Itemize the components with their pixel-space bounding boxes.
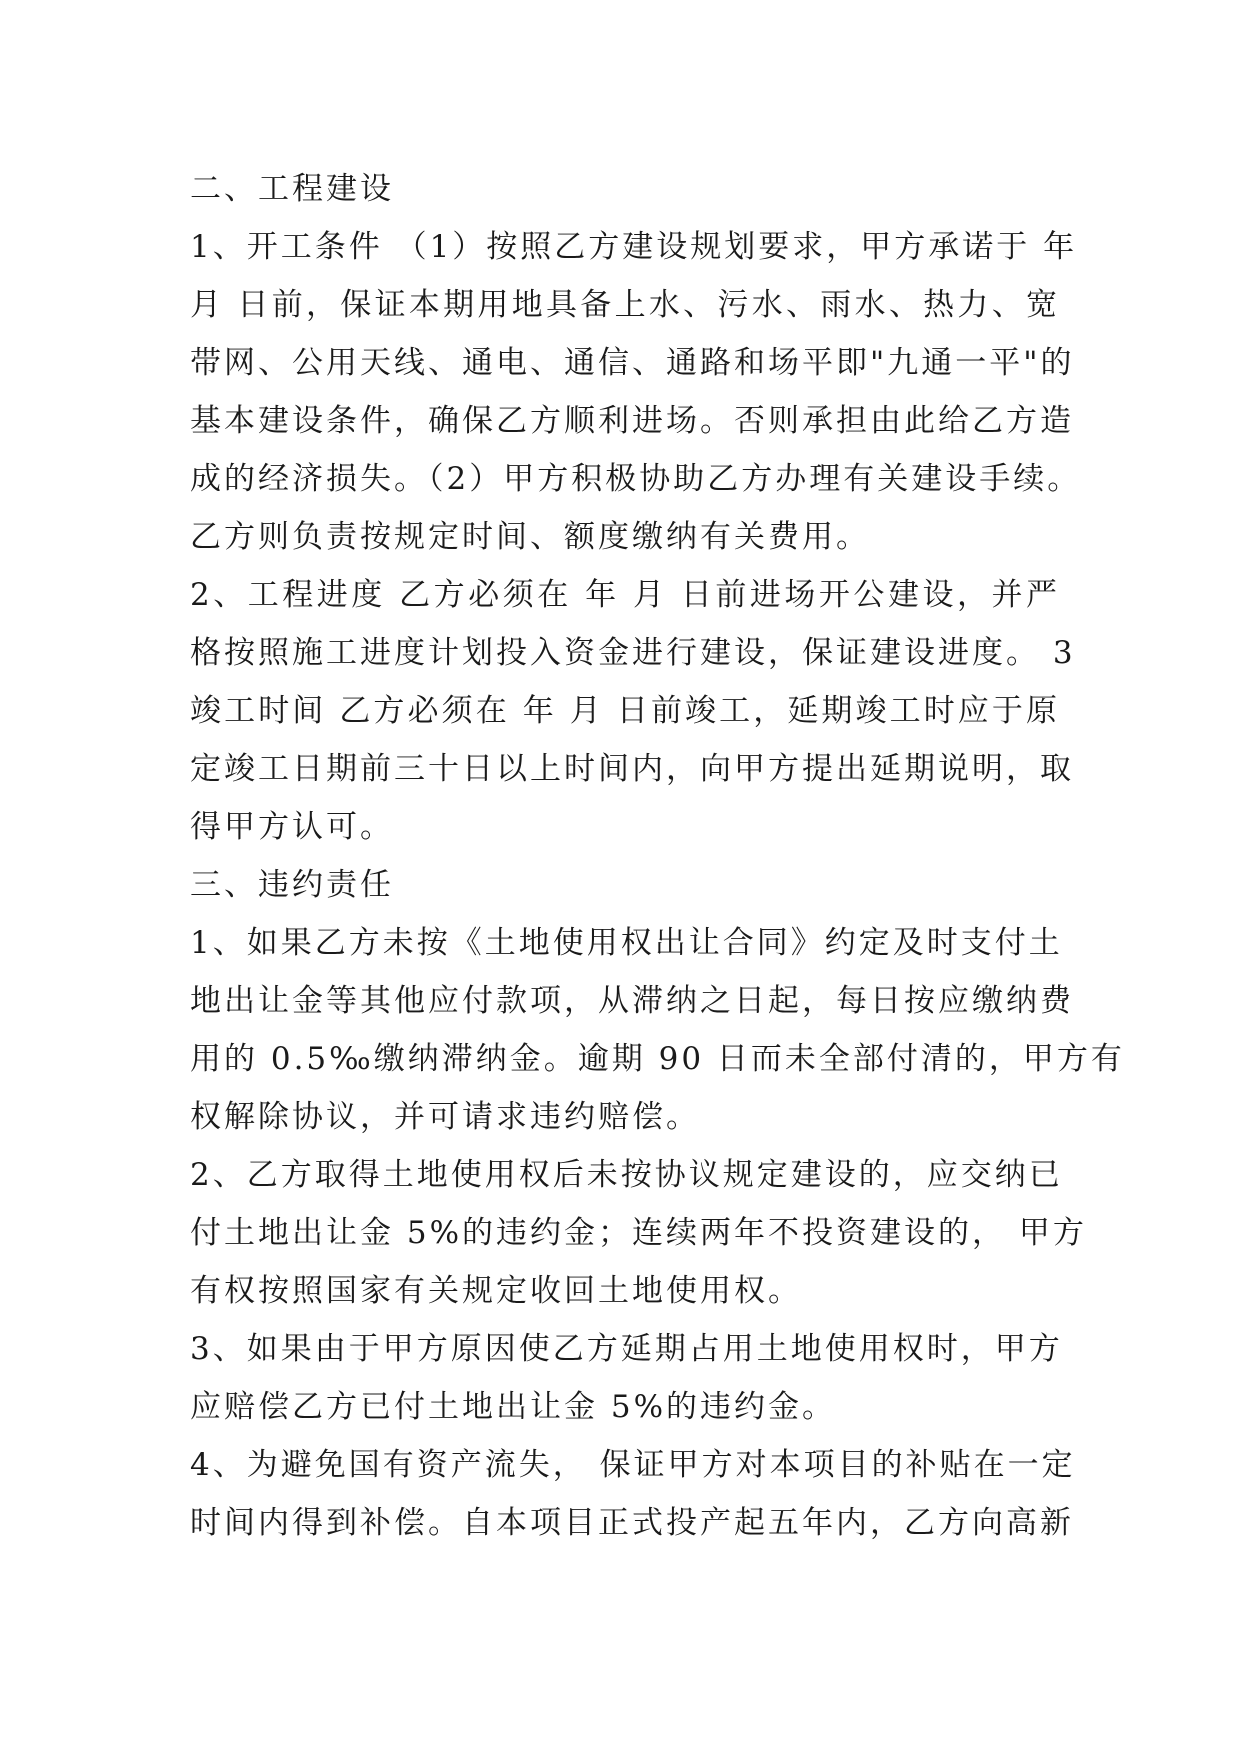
text-line: 月 日前，保证本期用地具备上水、污水、雨水、热力、宽 (190, 287, 1060, 323)
text-line: 成的经济损失。（2）甲方积极协助乙方办理有关建设手续。 (190, 461, 1082, 497)
text-line: 权解除协议，并可请求违约赔偿。 (190, 1099, 700, 1135)
text-line: 用的 0.5‰缴纳滞纳金。逾期 90 日而未全部付清的，甲方有 (190, 1041, 1125, 1077)
text-line: 定竣工日期前三十日以上时间内，向甲方提出延期说明，取 (190, 751, 1074, 787)
text-line: 地出让金等其他应付款项，从滞纳之日起，每日按应缴纳费 (190, 983, 1074, 1019)
document-body (190, 160, 1125, 1552)
text-line: 得甲方认可。 (190, 809, 394, 845)
text-line: 1、开工条件 （1）按照乙方建设规划要求，甲方承诺于 年 (190, 229, 1078, 265)
text-line: 基本建设条件，确保乙方顺利进场。否则承担由此给乙方造 (190, 403, 1074, 439)
text-line: 应赔偿乙方已付土地出让金 5%的违约金。 (190, 1389, 837, 1425)
text-line: 有权按照国家有关规定收回土地使用权。 (190, 1273, 802, 1309)
section-heading-construction: 二、工程建设 (190, 171, 394, 207)
text-line: 4、为避免国有资产流失， 保证甲方对本项目的补贴在一定 (190, 1447, 1076, 1483)
text-line: 乙方则负责按规定时间、额度缴纳有关费用。 (190, 519, 870, 555)
text-line: 1、如果乙方未按《土地使用权出让合同》约定及时支付土 (190, 925, 1063, 961)
text-line: 竣工时间 乙方必须在 年 月 日前竣工，延期竣工时应于原 (190, 693, 1060, 729)
text-line: 带网、公用天线、通电、通信、通路和场平即"九通一平"的 (190, 345, 1075, 381)
text-line: 付土地出让金 5%的违约金；连续两年不投资建设的， 甲方 (190, 1215, 1087, 1251)
text-line: 2、工程进度 乙方必须在 年 月 日前进场开公建设，并严 (190, 577, 1060, 613)
section-heading-liability: 三、违约责任 (190, 867, 394, 903)
text-line: 3、如果由于甲方原因使乙方延期占用土地使用权时，甲方 (190, 1331, 1063, 1367)
text-line: 2、乙方取得土地使用权后未按协议规定建设的，应交纳已 (190, 1157, 1063, 1193)
text-line: 格按照施工进度计划投入资金进行建设，保证建设进度。 3 (190, 635, 1076, 671)
text-line: 时间内得到补偿。自本项目正式投产起五年内，乙方向高新 (190, 1505, 1074, 1541)
